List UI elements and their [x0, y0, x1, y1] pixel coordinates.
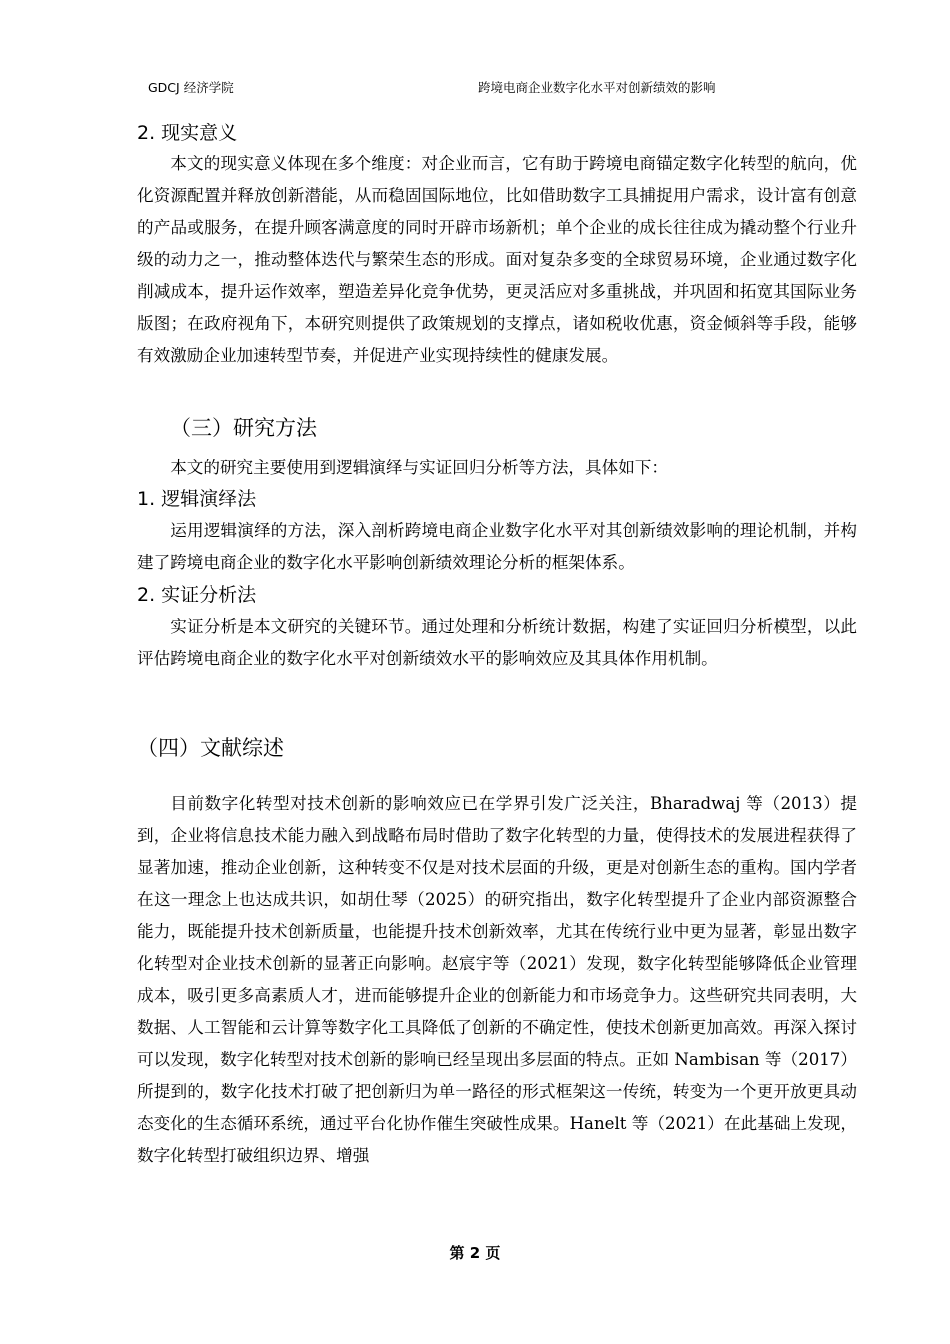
heading-practical-significance: 2. 现实意义 [137, 122, 238, 144]
paragraph-practical-significance: 本文的现实意义体现在多个维度：对企业而言，它有助于跨境电商锚定数字化转型的航向，优化资源配置并释放创新潜能，从而稳固国际地位，比如借助数字工具捕捉用户需求，设计富有创意的产品或服务，在提升顾客满意度的同时开辟市场新机；单个企业的成长往往成为撬动整个行业升级的动力之一，推动整体迭代与繁荣生态的形成。面对复杂多变的全球贸易环境，企业通过数字化削减成本，提升运作效率，塑造差异化竞争优势，更灵活应对多重挑战，并巩固和拓宽其国际业务版图；在政府视角下，本研究则提供了政策规划的支撑点，诸如税收优惠，资金倾斜等手段，能够有效激励企业加速转型节奏，并促进产业实现持续性的健康发展。 [137, 154, 857, 365]
heading-empirical-analysis: 2. 实证分析法 [137, 584, 257, 606]
page-number: 第 2 页 [449, 1244, 501, 1262]
paragraph-empirical-analysis: 实证分析是本文研究的关键环节。通过处理和分析统计数据，构建了实证回归分析模型，以此评估跨境电商企业的数字化水平对创新绩效水平的影响效应及其具体作用机制。 [137, 617, 857, 668]
paragraph-methods-intro: 本文的研究主要使用到逻辑演绎与实证回归分析等方法，具体如下： [170, 458, 668, 477]
header-left-text: GDCJ 经济学院 [148, 80, 234, 95]
header-right-title: 跨境电商企业数字化水平对创新绩效的影响 [478, 80, 716, 95]
paragraph-logical-deduction: 运用逻辑演绎的方法，深入剖析跨境电商企业数字化水平对其创新绩效影响的理论机制，并构建了跨境电商企业的数字化水平影响创新绩效理论分析的框架体系。 [137, 521, 857, 572]
heading-literature-review: （四）文献综述 [137, 736, 284, 760]
paragraph-literature-review: 目前数字化转型对技术创新的影响效应已在学界引发广泛关注，Bharadwaj 等（2013）提到，企业将信息技术能力融入到战略布局时借助了数字化转型的力量，使得技术的发展进程获得了显著加速，推动企业创新，这种转变不仅是对技术层面的升级，更是对创新生态的重构。国内学者在这一理念上也达成共识，如胡仕琴（2025）的研究指出，数字化转型提升了企业内部资源整合能力，既能提升技术创新质量，也能提升技术创新效率，尤其在传统行业中更为显著，彰显出数字化转型对企业技术创新的显著正向影响。赵宸宇等（2021）发现，数字化转型能够降低企业管理成本，吸引更多高素质人才，进而能够提升企业的创新能力和市场竞争力。这些研究共同表明，大数据、人工智能和云计算等数字化工具降低了创新的不确定性，使技术创新更加高效。再深入探讨可以发现，数字化转型对技术创新的影响已经呈现出多层面的特点。正如 Nambisan 等（2017）所提到的，数字化技术打破了把创新归为单一路径的形式框架这一传统，转变为一个更开放更具动态变化的生态循环系统，通过平台化协作催生突破性成果。Hanelt 等（2021）在此基础上发现，数字化转型打破组织边界、增强 [137, 794, 857, 1165]
heading-logical-deduction: 1. 逻辑演绎法 [137, 488, 257, 510]
heading-research-methods: （三）研究方法 [170, 416, 317, 440]
